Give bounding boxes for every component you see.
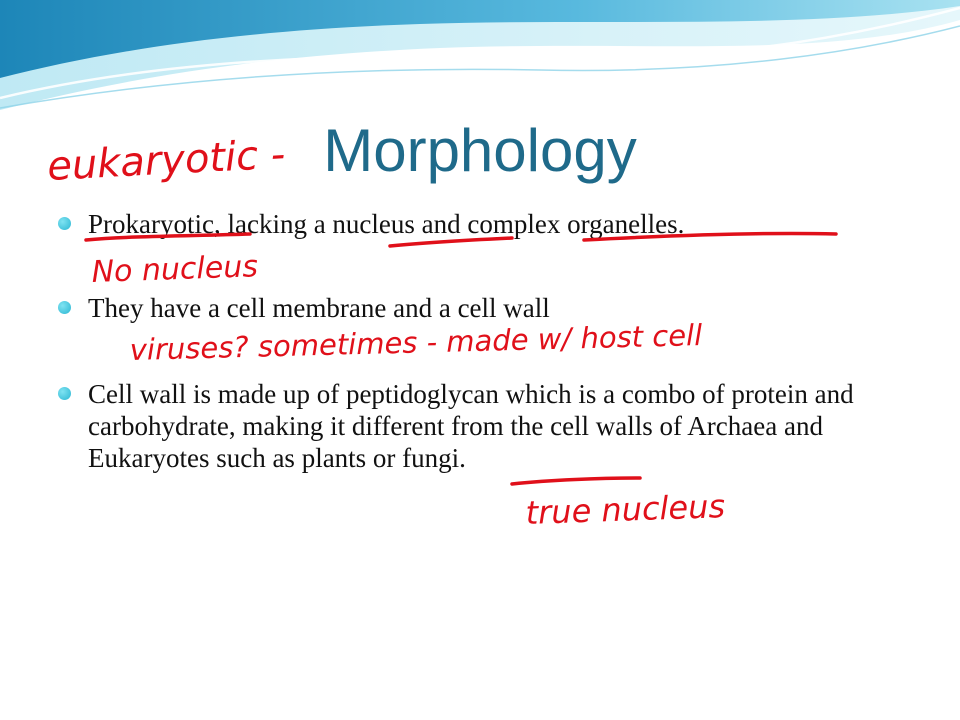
annotation-viruses: viruses? sometimes - made w/ host cell [129,318,703,367]
underline-eukaryotes [512,478,640,484]
annotation-eukaryotic: eukaryotic - [46,131,287,190]
annotation-no-nucleus: No nucleus [91,249,259,290]
header-wave-banner [0,0,960,130]
bullet-prokaryotic: Prokaryotic, lacking a nucleus and complex organelles. [88,208,888,240]
bullet-cell-membrane: They have a cell membrane and a cell wall [88,292,888,324]
bullet-cell-wall: Cell wall is made up of peptidoglycan which is a combo of protein and carbohydrate, making it different from the cell walls of Archaea and Eukaryotes such as plants or fungi. [88,378,858,474]
annotation-true-nucleus: true nucleus [524,487,726,532]
slide-title: Morphology [323,117,637,184]
